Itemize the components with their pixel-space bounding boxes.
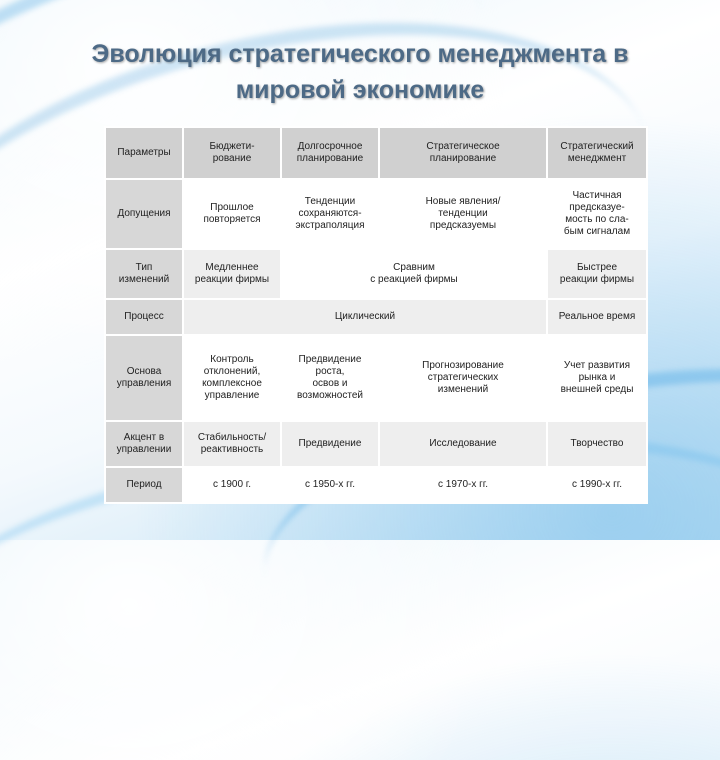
table-cell: Сравним с реакцией фирмы (281, 249, 547, 299)
table-cell: Учет развития рынка и внешней среды (547, 335, 647, 421)
table-cell: Частичная предсказуе- мость по сла- бым сигналам (547, 179, 647, 249)
header-longterm: Долгосрочное планирование (281, 127, 379, 179)
table-row-assumptions (105, 179, 647, 249)
table-cell: с 1950-х гг. (281, 467, 379, 503)
table-row-accent (105, 421, 647, 467)
header-budget: Бюджети- рование (183, 127, 281, 179)
table-cell: Предвидение (281, 421, 379, 467)
row-label: Период (105, 467, 183, 503)
table-cell: Стабильность/ реактивность (183, 421, 281, 467)
row-label: Тип изменений (105, 249, 183, 299)
table-cell: Тенденции сохраняются- экстраполяция (281, 179, 379, 249)
table-row-change-type (105, 249, 647, 299)
header-params: Параметры (105, 127, 183, 179)
header-strategic-planning: Стратегическое планирование (379, 127, 547, 179)
table-row-process (105, 299, 647, 335)
row-label: Процесс (105, 299, 183, 335)
row-label: Акцент в управлении (105, 421, 183, 467)
table-cell: Быстрее реакции фирмы (547, 249, 647, 299)
table-cell: Контроль отклонений, комплексное управление (183, 335, 281, 421)
table-cell: Прогнозирование стратегических изменений (379, 335, 547, 421)
table-cell: с 1900 г. (183, 467, 281, 503)
row-label: Допущения (105, 179, 183, 249)
table-cell: Предвидение роста, освов и возможностей (281, 335, 379, 421)
table-cell: Новые явления/ тенденции предсказуемы (379, 179, 547, 249)
row-label: Основа управления (105, 335, 183, 421)
slide-title: Эволюция стратегического менеджмента в мировой экономике (91, 40, 629, 104)
table-header-row (105, 127, 647, 179)
header-strategic-management: Стратегический менеджмент (547, 127, 647, 179)
table-cell: Медленнее реакции фирмы (183, 249, 281, 299)
evolution-table (104, 126, 648, 504)
table-cell: с 1970-х гг. (379, 467, 547, 503)
table-cell: Реальное время (547, 299, 647, 335)
table-cell: Творчество (547, 421, 647, 467)
table-cell: Исследование (379, 421, 547, 467)
table-cell: Циклический (183, 299, 547, 335)
table-cell: с 1990-х гг. (547, 467, 647, 503)
table-cell: Прошлое повторяется (183, 179, 281, 249)
table-row-basis (105, 335, 647, 421)
table-row-period (105, 467, 647, 503)
